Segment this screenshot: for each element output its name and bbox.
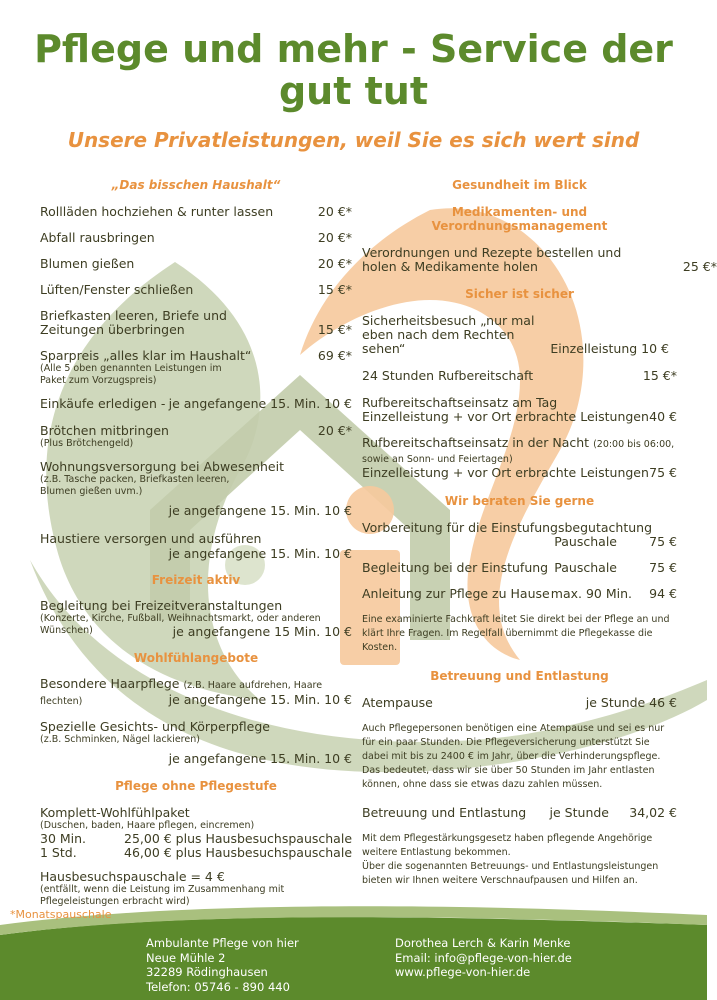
betreuung-item: Betreuung und Entlastung je Stunde 34,02 €	[362, 805, 677, 820]
hausbesuch-item: Hausbesuchspauschale = 4 €	[40, 869, 225, 884]
wohnung-note: (z.B. Tasche packen, Briefkasten leeren, Blumen gießen uvm.)	[40, 474, 230, 497]
freizeit-note: (Konzerte, Kirche, Fußball, Weihnachtsmarkt, oder anderen Wünschen)	[40, 613, 321, 636]
atempause-note: Auch Pflegepersonen benötigen eine Atempause und sei es nur für ein paar Stunden. Die Pflegeversicherung unterstützt Sie dabei mit bis zu 2400 € im Jahr, über die Verhinderungspflege.	[362, 723, 665, 762]
atempause-item: Atempause je Stunde 46 €	[362, 695, 677, 710]
hausbesuch-note: (entfällt, wenn die Leistung im Zusammenhang mit Pflegeleistungen erbracht wird)	[40, 884, 285, 907]
footer-band-shape	[0, 917, 707, 1000]
gesicht-item: Spezielle Gesichts- und Körperpflege	[40, 719, 270, 734]
broetchen-item: Brötchen mitbringen 20 €*	[40, 423, 352, 438]
komplett-item: Komplett-Wohlfühlpaket	[40, 805, 190, 820]
list-item: Blumen gießen 20 €*	[40, 256, 352, 271]
pflege-heading: Pflege ohne Pflegestufe	[115, 779, 277, 793]
haustiere-price: je angefangene 15. Min. 10 €	[168, 546, 352, 561]
freizeit-price: je angefangene 15 Min. 10 €	[172, 624, 352, 639]
betreuung-heading: Betreuung und Entlastung	[430, 669, 609, 683]
broetchen-note: (Plus Brötchengeld)	[40, 438, 134, 449]
ruf-tag-item: Rufbereitschaftseinsatz am Tag	[362, 395, 558, 410]
haarpflege-item: Besondere Haarpflege (z.B. Haare aufdrehen, Haare	[40, 676, 323, 691]
anleitung-item: Anleitung zur Pflege zu Hause max. 90 Min. 94 €	[362, 586, 677, 601]
freizeit-heading: Freizeit aktiv	[151, 573, 241, 587]
beraten-heading: Wir beraten Sie gerne	[444, 494, 595, 508]
ruf24-item: 24 Stunden Rufbereitschaft 15 €*	[362, 368, 677, 383]
ruf-tag-price-row: Einzelleistung + vor Ort erbrachte Leistungen 40 €	[362, 409, 677, 424]
komplett-row-30: 30 Min. 25,00 € plus Hausbesuchspauschale	[40, 831, 353, 846]
betreuung-note-2: Über die sogenannten Betreuungs- und Entlastungsleistungen bieten wir Ihnen weitere Verschnaufpausen und Hilfen an.	[362, 861, 659, 886]
list-item: Rollläden hochziehen & runter lassen 20 €*	[40, 204, 352, 219]
sparpreis-item: Sparpreis „alles klar im Haushalt“ 69 €*	[40, 348, 352, 363]
left-column	[40, 178, 352, 908]
gesicht-note: (z.B. Schminken, Nägel lackieren)	[40, 734, 200, 745]
email-link[interactable]: Email: info@pflege-von-hier.de	[395, 950, 572, 965]
einkaeufe-item: Einkäufe erledigen - je angefangene 15. Min. 10 €	[40, 396, 352, 411]
ruf-nacht-item: Rufbereitschaftseinsatz in der Nacht (20:00 bis 06:00, sowie an Sonn- und Feiertagen)	[362, 435, 675, 465]
atempause-note-2: Das bedeutet, dass wir sie über 50 Stunden im Jahr entlasten können, ohne dass sie etwas dazu zahlen müssen.	[362, 765, 655, 790]
verordnungen-item: Verordnungen und Rezepte bestellen und holen & Medikamente holen 25 €*	[362, 245, 717, 274]
wohl-heading: Wohlfühlangebote	[133, 651, 259, 665]
list-item: Briefkasten leeren, Briefe und Zeitungen überbringen 15 €*	[40, 308, 352, 337]
sparpreis-note: (Alle 5 oben genannten Leistungen im Paket zum Vorzugspreis)	[40, 363, 222, 386]
list-item: Abfall rausbringen 20 €*	[40, 230, 352, 245]
betreuung-note: Mit dem Pflegestärkungsgesetz haben pflegende Angehörige weitere Entlastung bekommen.	[362, 833, 653, 858]
fachkraft-note: Eine examinierte Fachkraft leitet Sie direkt bei der Pflege an und klärt Ihre Fragen. Im Regelfall übernimmt die Pflegekasse die Kosten.	[362, 614, 670, 653]
haushalt-heading: „Das bisschen Haushalt“	[111, 178, 281, 192]
gesundheit-heading: Gesundheit im Blick	[452, 178, 587, 192]
list-item: Lüften/Fenster schließen 15 €*	[40, 282, 352, 297]
footer-contact: Dorothea Lerch & Karin Menke Email: info@pflege-von-hier.de www.pflege-von-hier.de	[395, 936, 572, 979]
wohnung-price: je angefangene 15. Min. 10 €	[168, 503, 352, 518]
einstufung-price-row: Pauschale 75 €	[554, 534, 677, 549]
ruf-nacht-price-row: Einzelleistung + vor Ort erbrachte Leistungen 75 €	[362, 465, 677, 480]
komplett-note: (Duschen, baden, Haare pflegen, eincremen)	[40, 820, 255, 831]
page-title: Pflege und mehr - Service der gut tut	[34, 27, 673, 113]
sicher-heading: Sicher ist sicher	[465, 287, 574, 301]
haarpflege-price-row: flechten) je angefangene 15. Min. 10 €	[40, 692, 352, 707]
wohnung-item: Wohnungsversorgung bei Abwesenheit	[40, 459, 284, 474]
sicherheit-item: Sicherheitsbesuch „nur mal eben nach dem Rechten sehen“ Einzelleistung 10 €	[362, 313, 669, 356]
footer-address: Ambulante Pflege von hier Neue Mühle 2 32289 Rödinghausen Telefon: 05746 - 890 440	[146, 936, 299, 994]
website-link[interactable]: www.pflege-von-hier.de	[395, 965, 531, 979]
page-subtitle: Unsere Privatleistungen, weil Sie es sich wert sind	[67, 128, 640, 152]
monatspauschale-note: *Monatspauschale	[10, 908, 112, 921]
haustiere-item: Haustiere versorgen und ausführen	[40, 531, 262, 546]
freizeit-item: Begleitung bei Freizeitveranstaltungen	[40, 598, 283, 613]
gesicht-price: je angefangene 15. Min. 10 €	[168, 751, 352, 766]
right-column	[362, 178, 717, 888]
medikamente-heading: Medikamenten- und Verordnungsmanagement	[431, 205, 608, 233]
einstufung-item: Vorbereitung für die Einstufungsbegutachtung	[362, 520, 653, 535]
begleitung-item: Begleitung bei der Einstufung Pauschale 75 €	[362, 560, 677, 575]
komplett-row-60: 1 Std. 46,00 € plus Hausbesuchspauschale	[40, 845, 353, 860]
